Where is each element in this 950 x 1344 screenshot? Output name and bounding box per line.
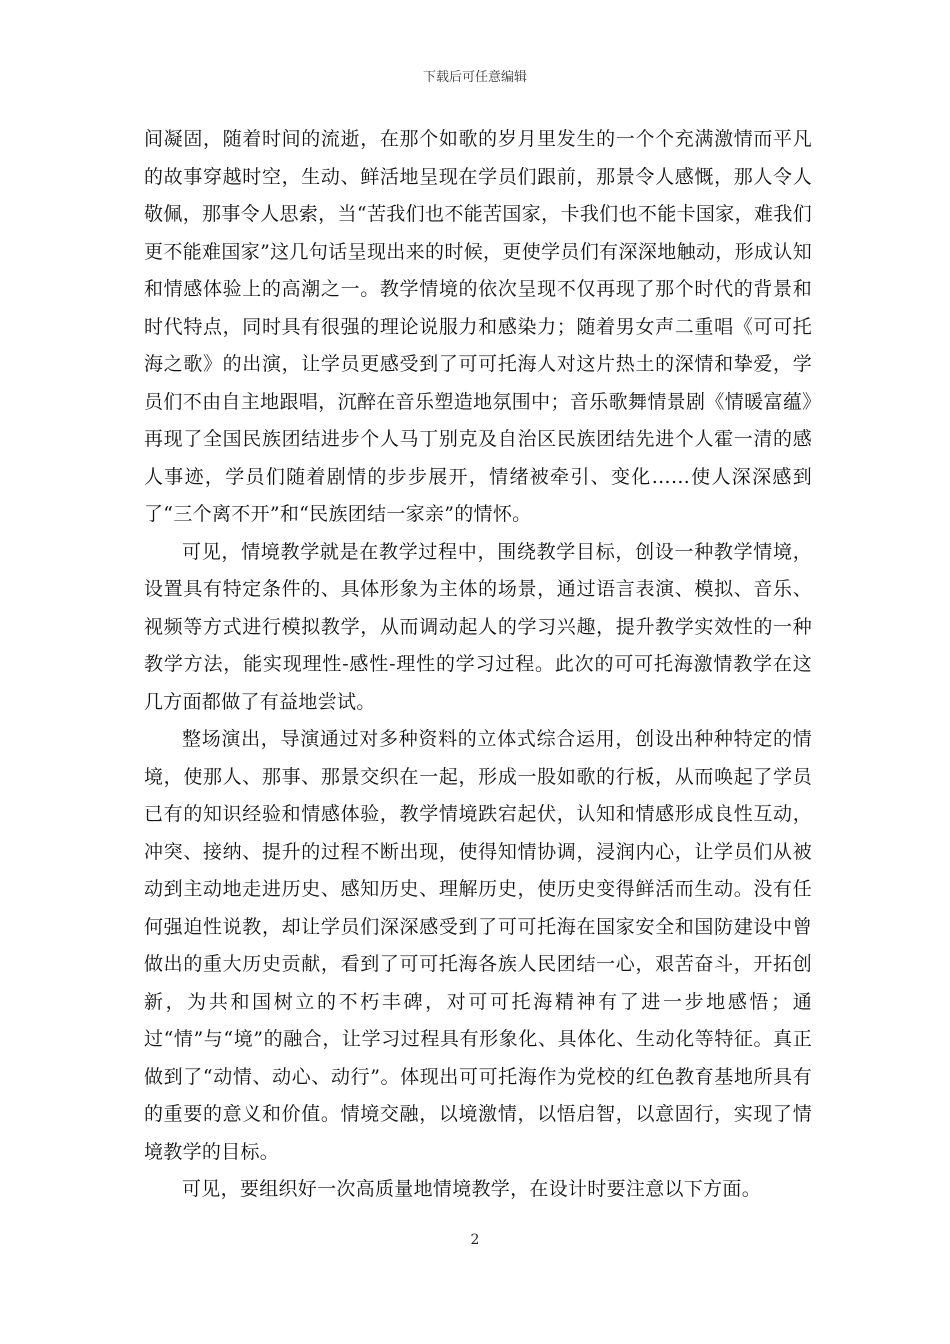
paragraph-definition: 可见，情境教学就是在教学过程中，围绕教学目标，创设一种教学情境，设置具有特定条件的、具体形象为主体的场景，通过语言表演、模拟、音乐、视频等方式进行模拟教学，从而调动起人的学习兴趣，提升教学实效性的一种教学方法，能实现理性-感性-理性的学习过程。此次的可可托海激情教学在这几方面都做了有益地尝试。 (144, 540, 812, 713)
paragraph-conclusion: 可见，要组织好一次高质量地情境教学，在设计时要注意以下方面。 (182, 1178, 762, 1200)
paragraph-performance: 整场演出，导演通过对多种资料的立体式综合运用，创设出种种特定的情境，使那人、那事、那景交织在一起，形成一股如歌的行板，从而唤起了学员已有的知识经验和情感体验，教学情境跌宕起伏，认知和情感形成良性互动，冲突、接纳、提升的过程不断出现，使得知情协调，浸润内心，让学员们从被动到主动地走进历史、感知历史、理解历史，使历史变得鲜活而生动。没有任何强迫性说教，却让学员们深深感受到了可可托海在国家安全和国防建设中曾做出的重大历史贡献，看到了可可托海各族人民团结一心，艰苦奋斗，开拓创新，为共和国树立的不朽丰碑，对可可托海精神有了进一步地感悟；通过“情”与“境”的融合，让学习过程具有形象化、具体化、生动化等特征。真正做到了“动情、动心、动行”。体现出可可托海作为党校的红色教育基地所具有的重要的意义和价值。情境交融，以境激情，以悟启智，以意固行，实现了情境教学的目标。 (144, 728, 812, 1163)
page-number: 2 (470, 1232, 480, 1248)
paragraph-continuation: 间凝固，随着时间的流逝，在那个如歌的岁月里发生的一个个充满激情而平凡的故事穿越时空，生动、鲜活地呈现在学员们跟前，那景令人感慨，那人令人敬佩，那事令人思索，当“苦我们也不能苦国家，卡我们也不能卡国家，难我们更不能难国家”这几句话呈现出来的时候，更使学员们有深深地触动，形成认知和情感体验上的高潮之一。教学情境的依次呈现不仅再现了那个时代的背景和时代特点，同时具有很强的理论说服力和感染力；随着男女声二重唱《可可托海之歌》的出演，让学员更感受到了可可托海人对这片热土的深情和挚爱，学员们不由自主地跟唱，沉醉在音乐塑造地氛围中；音乐歌舞情景剧《情暖富蕴》再现了全国民族团结进步个人马丁别克及自治区民族团结先进个人霍一清的感人事迹，学员们随着剧情的步步展开，情绪被牵引、变化……使人深深感到了“三个离不开”和“民族团结一家亲”的情怀。 (144, 128, 812, 525)
body-text (144, 121, 812, 1209)
header-note: 下载后可任意编辑 (422, 70, 527, 85)
